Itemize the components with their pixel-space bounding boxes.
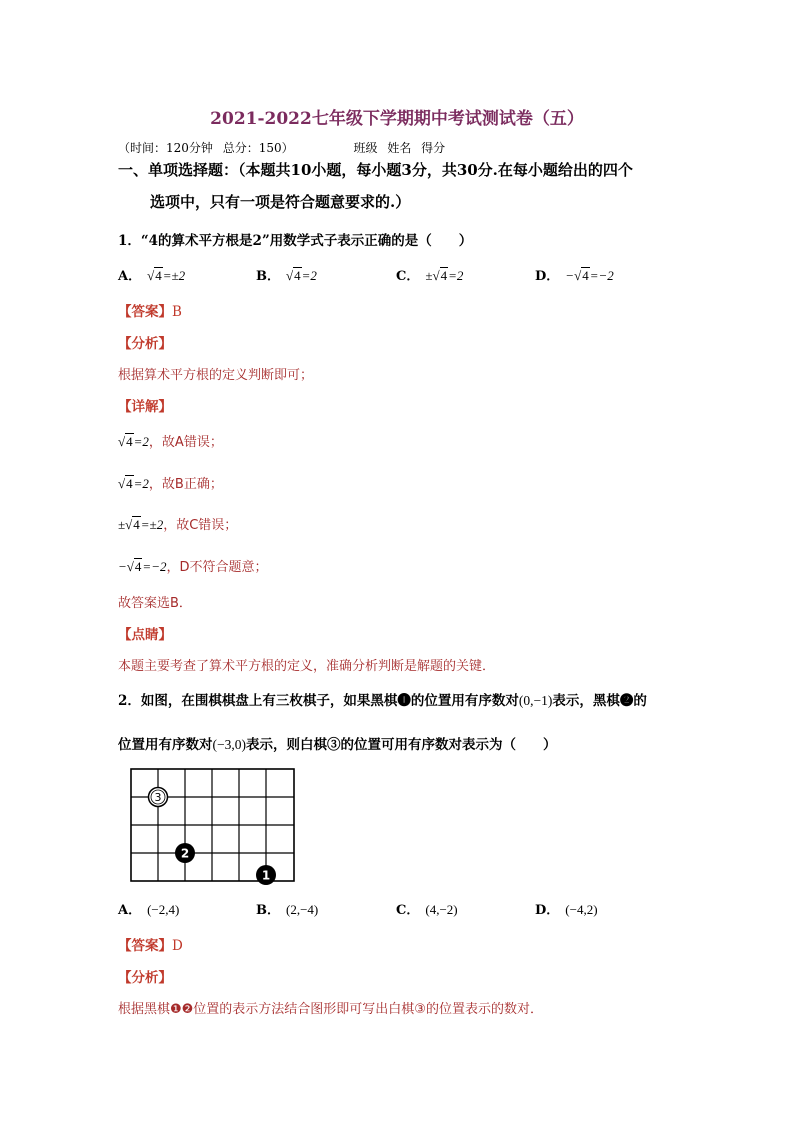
q1-option-a[interactable]: A． √4=±2 (118, 268, 186, 284)
q1-option-b[interactable]: B． √4=2 (256, 268, 317, 284)
q2-analysis: 根据黑棋❶❷位置的表示方法结合图形即可写出白棋③的位置表示的数对． (118, 1002, 543, 1017)
q1-options (118, 265, 698, 287)
black-stone-2-label: 2 (180, 846, 190, 861)
q2-option-d[interactable]: D． (−4,2) (535, 902, 598, 918)
q1-option-d[interactable]: D． −√4=−2 (535, 268, 614, 284)
q1-answer: 【答案】B (118, 304, 182, 320)
page-title: 2021-2022七年级下学期期中考试测试卷（五） (210, 109, 584, 129)
q1-answer-value: B (172, 304, 182, 320)
exam-time: （时间：120分钟 (118, 141, 213, 155)
q2-analysis-tag: 【分析】 (118, 970, 172, 986)
section-heading (118, 160, 684, 213)
q2-option-b[interactable]: B． (2,−4) (256, 902, 319, 918)
go-board-figure (130, 768, 296, 886)
q1-stem: 1．“4的算术平方根是2”用数学式子表示正确的是（ ） (118, 233, 473, 249)
q2-answer-value: D (172, 938, 183, 954)
black-stone-1 (256, 865, 276, 885)
q2-stem-line1: 2．如图，在围棋棋盘上有三枚棋子，如果黑棋❶的位置用有序数对(0,−1)表示，黑棋❷的 (118, 693, 647, 709)
score-label: 得分 (421, 141, 446, 155)
q1-analysis-tag: 【分析】 (118, 336, 172, 352)
black-stone-1-label: 1 (261, 868, 271, 883)
q1-detail-3: ±√4=±2，故C错误； (118, 517, 238, 533)
black-stone-2 (175, 843, 195, 863)
q2-answer: 【答案】D (118, 938, 183, 954)
q1-detail-4: −√4=−2，D不符合题意； (118, 559, 268, 575)
name-label: 姓名 (387, 141, 412, 155)
section-heading-line2: 选项中，只有一项是符合题意要求的.） (150, 193, 411, 211)
go-board-grid (131, 769, 294, 881)
q2-option-c[interactable]: C． (4,−2) (396, 902, 458, 918)
exam-meta (118, 139, 451, 156)
section-heading-line1: 一、单项选择题：（本题共10小题，每小题3分，共30分.在每小题给出的四个 (118, 161, 633, 179)
q1-option-c[interactable]: C． ±√4=2 (396, 268, 464, 284)
q1-detail-2: √4=2，故B正确； (118, 476, 223, 492)
white-stone-3-label: 3 (154, 791, 162, 804)
q1-analysis: 根据算术平方根的定义判断即可； (118, 368, 314, 383)
q2-stem-line2: 位置用有序数对(−3,0)表示，则白棋③的位置可用有序数对表示为（ ） (118, 737, 557, 753)
q2-option-a[interactable]: A． (−2,4) (118, 902, 180, 918)
class-label: 班级 (353, 141, 378, 155)
white-stone-3 (149, 788, 168, 807)
exam-total: 总分：150） (222, 141, 294, 155)
q1-detail-tag: 【详解】 (118, 399, 172, 415)
q1-comment-tag: 【点睛】 (118, 627, 172, 643)
q1-conclusion: 故答案选B． (118, 596, 192, 611)
q1-detail-1: √4=2，故A错误； (118, 434, 223, 450)
q2-options (118, 899, 698, 921)
q1-comment: 本题主要考查了算术平方根的定义，准确分析判断是解题的关键． (118, 659, 496, 674)
